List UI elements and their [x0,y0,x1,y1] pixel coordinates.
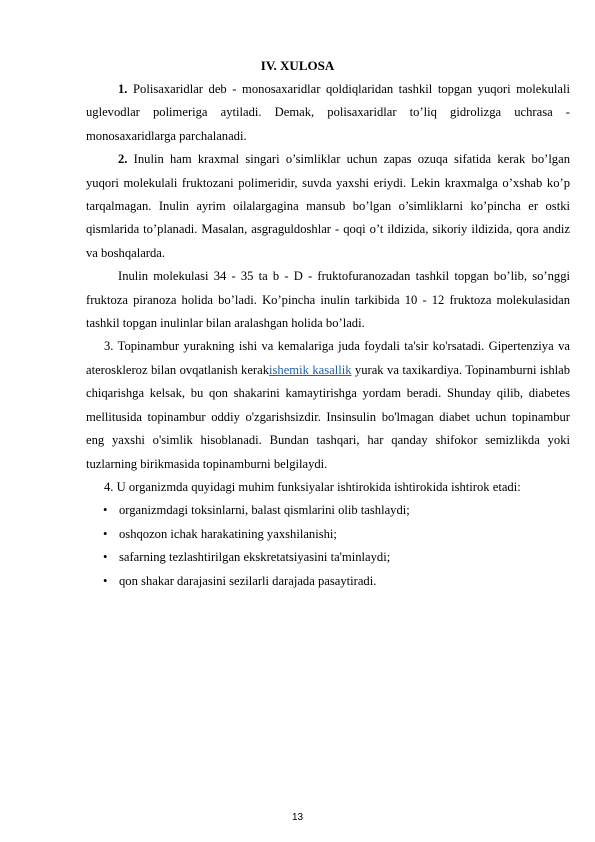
paragraph-5-text: U organizmda quyidagi muhim funksiyalar ishtirokida ishtirokida ishtirok etadi: [113,479,521,494]
paragraph-1 [86,78,570,148]
paragraph-5-number: 4. [104,479,114,494]
page-number: 13 [291,812,304,823]
paragraph-1-text: Polisaxaridlar deb - monosaxaridlar qoldiqlaridan tashkil topgan yuqori molekulali uglevodlar polimeriga aytiladi. Demak, polisaxaridlar to’liq gidrolizga uchrasa - monosaxaridlarga parchalanadi. [86,82,570,143]
paragraph-2 [86,148,570,265]
section-heading: IV. XULOSA [260,58,335,73]
list-item-text: safarning tezlashtirilgan ekskretatsiyasini ta'minlaydi; [119,550,391,565]
paragraph-4-text-after-link: yurak va taxikardiya. Topinamburni ishlab chiqarishga kelsak, bu qon shakarini kamaytirishga yordam beradi. Shunday qilib, diabetes mellitusida topinambur oddiy o'zgarishsizdir. Insinsulin bo'lmagan diabet uchun topinambur eng yaxshi o'simlik hisoblanadi. Bundan tashqari, har qanday shifokor semizlikda yoki tuzlarning birikmasida topinamburni belgilaydi. [86,362,570,471]
list-item-text: oshqozon ichak harakatining yaxshilanishi; [119,526,337,541]
paragraph-4 [86,335,570,475]
paragraph-4-text-before-link: Topinambur yurakning ishi va kemalariga juda foydali ta'sir ko'rsatadi. Gipertenziya va ateroskleroz bilan ovqatlanish kerak [86,339,570,377]
paragraph-4-number: 3. [104,339,114,354]
list-item [86,523,570,546]
bullet-icon: • [103,550,108,565]
paragraph-1-number: 1. [118,82,128,96]
paragraph-2-text: Inulin ham kraxmal singari o’simliklar uchun zapas ozuqa sifatida kerak bo’lgan yuqori molekulali fruktozani polimeridir, suvda yaxshi eriydi. Lekin kraxmalga o’xshab ko’p tarqalmagan. Inulin ayrim oilalargagina mansub bo’lgan o’simliklarni ko’pincha er ostki qismlarida to’planadi. Masalan, asgraguldoshlar - qoqi o’t ildizida, sikoriy ildizida, qora andiz va boshqalarda. [86,152,570,260]
list-item [86,570,570,593]
list-item-text: organizmdagi toksinlarni, balast qismlarini olib tashlaydi; [119,503,410,518]
bullet-icon: • [103,503,108,518]
list-item [86,546,570,569]
ishemik-kasallik-link[interactable]: ishemik kasallik [269,362,352,377]
paragraph-2-number: 2. [118,152,128,167]
bullet-icon: • [103,573,108,588]
list-item [86,499,570,522]
bullet-icon: • [103,526,108,541]
paragraph-5 [86,476,570,499]
document-body [86,78,570,593]
function-list [86,499,570,593]
list-item-text: qon shakar darajasini sezilarli darajada pasaytiradi. [119,573,377,588]
paragraph-3: Inulin molekulasi 34 - 35 ta b - D - fruktofuranozadan tashkil topgan bo’lib, so’nggi fruktoza piranoza holida bo’ladi. Ko’pincha inulin tarkibida 10 - 12 fruktoza molekulasidan tashkil topgan inulinlar bilan aralashgan holida bo’ladi. [86,269,570,331]
